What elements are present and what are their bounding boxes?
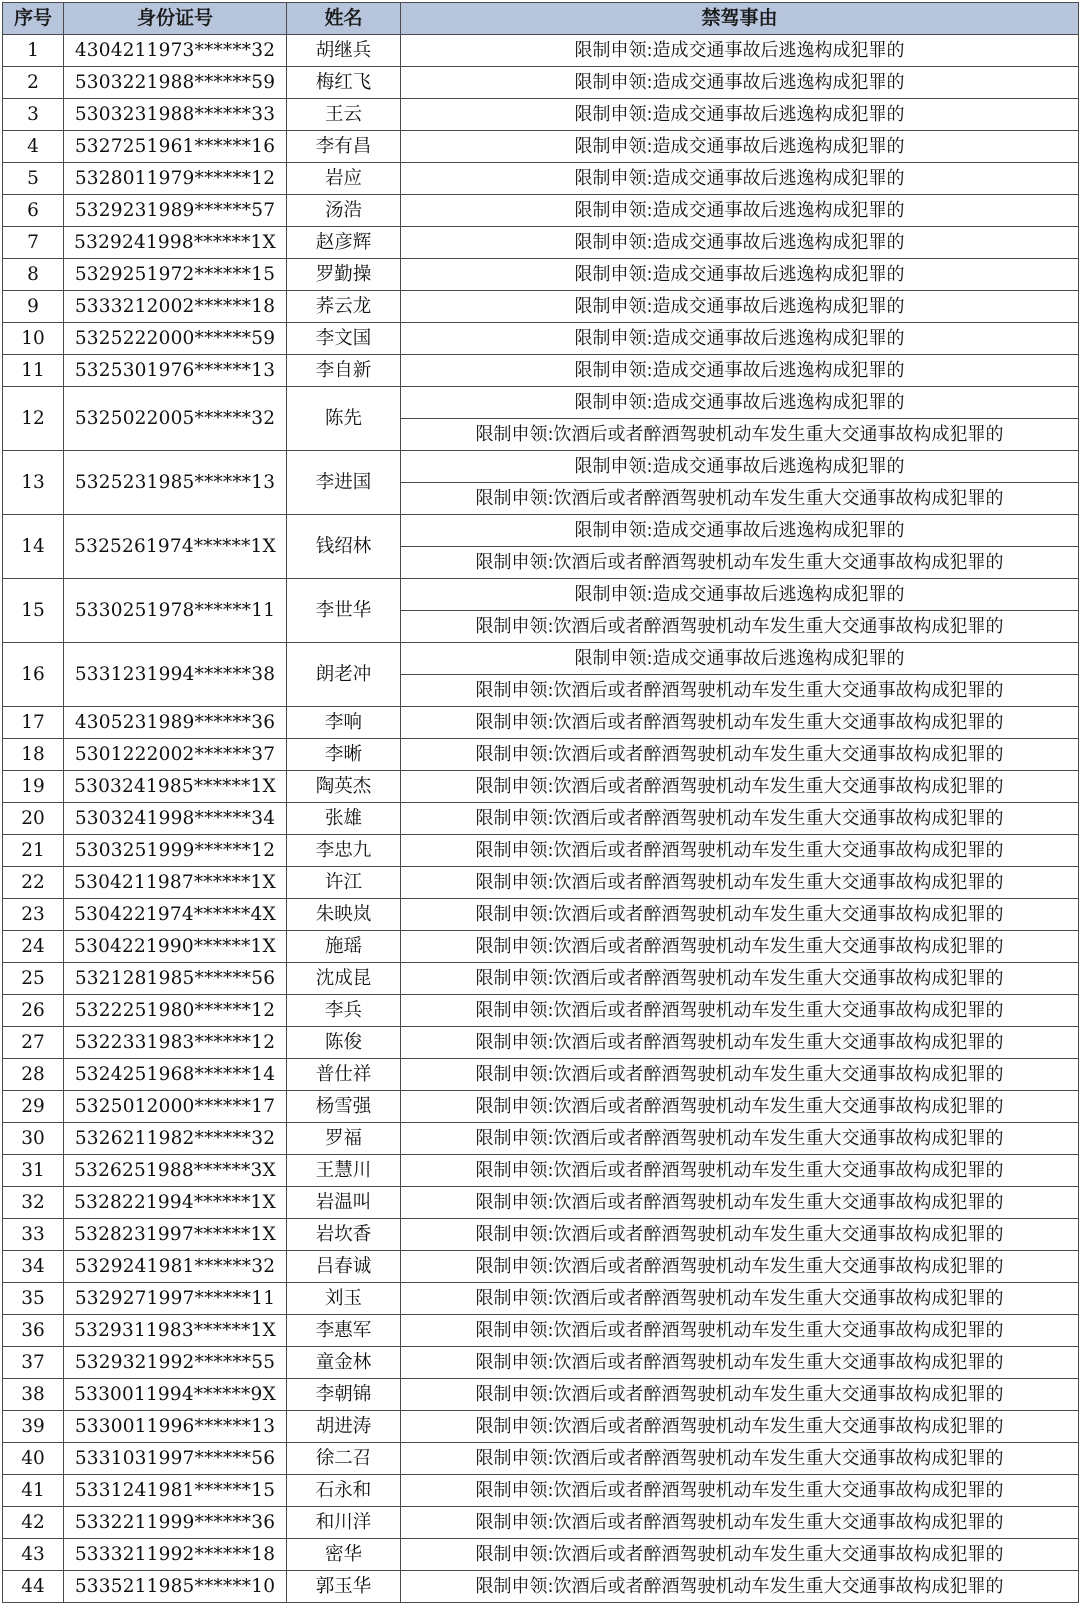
index-cell: 7 (3, 227, 64, 259)
reason-cell: 限制申领:饮酒后或者醉酒驾驶机动车发生重大交通事故构成犯罪的 (401, 1379, 1079, 1411)
reason-cell: 限制申领:造成交通事故后逃逸构成犯罪的 (401, 291, 1079, 323)
id-number-cell: 5329251972******15 (64, 259, 287, 291)
name-cell: 陶英杰 (287, 771, 401, 803)
id-number-cell: 5303221988******59 (64, 67, 287, 99)
index-cell: 19 (3, 771, 64, 803)
name-cell: 李进国 (287, 451, 401, 515)
table-row (3, 707, 1079, 739)
header-index: 序号 (3, 3, 64, 35)
name-cell: 罗勤操 (287, 259, 401, 291)
header-row (3, 3, 1079, 35)
reason-cell: 限制申领:造成交通事故后逃逸构成犯罪的 (401, 515, 1079, 547)
name-cell: 吕春诚 (287, 1251, 401, 1283)
index-cell: 2 (3, 67, 64, 99)
index-cell: 21 (3, 835, 64, 867)
table-row (3, 803, 1079, 835)
name-cell: 岩温叫 (287, 1187, 401, 1219)
index-cell: 29 (3, 1091, 64, 1123)
reason-cell: 限制申领:饮酒后或者醉酒驾驶机动车发生重大交通事故构成犯罪的 (401, 899, 1079, 931)
index-cell: 28 (3, 1059, 64, 1091)
index-cell: 24 (3, 931, 64, 963)
index-cell: 14 (3, 515, 64, 579)
reason-cell: 限制申领:饮酒后或者醉酒驾驶机动车发生重大交通事故构成犯罪的 (401, 1283, 1079, 1315)
table-row (3, 1539, 1079, 1571)
name-cell: 童金林 (287, 1347, 401, 1379)
name-cell: 李有昌 (287, 131, 401, 163)
name-cell: 李惠军 (287, 1315, 401, 1347)
name-cell: 陈俊 (287, 1027, 401, 1059)
header-reason: 禁驾事由 (401, 3, 1079, 35)
name-cell: 李忠九 (287, 835, 401, 867)
table-row (3, 1283, 1079, 1315)
reason-cell: 限制申领:饮酒后或者醉酒驾驶机动车发生重大交通事故构成犯罪的 (401, 547, 1079, 579)
reason-cell: 限制申领:饮酒后或者醉酒驾驶机动车发生重大交通事故构成犯罪的 (401, 1539, 1079, 1571)
header-name: 姓名 (287, 3, 401, 35)
id-number-cell: 5325222000******59 (64, 323, 287, 355)
name-cell: 赵彦辉 (287, 227, 401, 259)
reason-cell: 限制申领:造成交通事故后逃逸构成犯罪的 (401, 67, 1079, 99)
id-number-cell: 5303231988******33 (64, 99, 287, 131)
table-row (3, 355, 1079, 387)
name-cell: 胡进涛 (287, 1411, 401, 1443)
index-cell: 43 (3, 1539, 64, 1571)
reason-cell: 限制申领:饮酒后或者醉酒驾驶机动车发生重大交通事故构成犯罪的 (401, 1219, 1079, 1251)
name-cell: 王慧川 (287, 1155, 401, 1187)
id-number-cell: 5325231985******13 (64, 451, 287, 515)
table-row (3, 1155, 1079, 1187)
index-cell: 15 (3, 579, 64, 643)
name-cell: 荞云龙 (287, 291, 401, 323)
table-body (3, 35, 1079, 1603)
id-number-cell: 5329241981******32 (64, 1251, 287, 1283)
id-number-cell: 5327251961******16 (64, 131, 287, 163)
reason-cell: 限制申领:饮酒后或者醉酒驾驶机动车发生重大交通事故构成犯罪的 (401, 1507, 1079, 1539)
table-row (3, 1379, 1079, 1411)
name-cell: 沈成昆 (287, 963, 401, 995)
index-cell: 17 (3, 707, 64, 739)
table-row (3, 99, 1079, 131)
index-cell: 18 (3, 739, 64, 771)
reason-cell: 限制申领:饮酒后或者醉酒驾驶机动车发生重大交通事故构成犯罪的 (401, 771, 1079, 803)
name-cell: 李自新 (287, 355, 401, 387)
name-cell: 刘玉 (287, 1283, 401, 1315)
table-row (3, 771, 1079, 803)
table-row (3, 387, 1079, 419)
reason-cell: 限制申领:饮酒后或者醉酒驾驶机动车发生重大交通事故构成犯罪的 (401, 1475, 1079, 1507)
reason-cell: 限制申领:饮酒后或者醉酒驾驶机动车发生重大交通事故构成犯罪的 (401, 995, 1079, 1027)
id-number-cell: 5322251980******12 (64, 995, 287, 1027)
index-cell: 37 (3, 1347, 64, 1379)
id-number-cell: 5326211982******32 (64, 1123, 287, 1155)
table-row (3, 931, 1079, 963)
reason-cell: 限制申领:造成交通事故后逃逸构成犯罪的 (401, 643, 1079, 675)
reason-cell: 限制申领:饮酒后或者醉酒驾驶机动车发生重大交通事故构成犯罪的 (401, 1347, 1079, 1379)
id-number-cell: 5325012000******17 (64, 1091, 287, 1123)
reason-cell: 限制申领:造成交通事故后逃逸构成犯罪的 (401, 323, 1079, 355)
table-row (3, 1091, 1079, 1123)
name-cell: 李世华 (287, 579, 401, 643)
reason-cell: 限制申领:饮酒后或者醉酒驾驶机动车发生重大交通事故构成犯罪的 (401, 611, 1079, 643)
index-cell: 25 (3, 963, 64, 995)
name-cell: 杨雪强 (287, 1091, 401, 1123)
reason-cell: 限制申领:造成交通事故后逃逸构成犯罪的 (401, 131, 1079, 163)
index-cell: 6 (3, 195, 64, 227)
name-cell: 许江 (287, 867, 401, 899)
reason-cell: 限制申领:饮酒后或者醉酒驾驶机动车发生重大交通事故构成犯罪的 (401, 419, 1079, 451)
reason-cell: 限制申领:饮酒后或者醉酒驾驶机动车发生重大交通事故构成犯罪的 (401, 483, 1079, 515)
id-number-cell: 5331231994******38 (64, 643, 287, 707)
index-cell: 9 (3, 291, 64, 323)
id-number-cell: 5325022005******32 (64, 387, 287, 451)
table-row (3, 739, 1079, 771)
index-cell: 11 (3, 355, 64, 387)
id-number-cell: 5304221974******4X (64, 899, 287, 931)
name-cell: 朗老冲 (287, 643, 401, 707)
id-number-cell: 5335211985******10 (64, 1571, 287, 1603)
name-cell: 岩坎香 (287, 1219, 401, 1251)
table-row (3, 131, 1079, 163)
reason-cell: 限制申领:造成交通事故后逃逸构成犯罪的 (401, 451, 1079, 483)
index-cell: 34 (3, 1251, 64, 1283)
index-cell: 3 (3, 99, 64, 131)
id-number-cell: 5303251999******12 (64, 835, 287, 867)
index-cell: 32 (3, 1187, 64, 1219)
index-cell: 42 (3, 1507, 64, 1539)
driving-ban-list (2, 2, 1079, 1603)
name-cell: 岩应 (287, 163, 401, 195)
id-number-cell: 5328221994******1X (64, 1187, 287, 1219)
name-cell: 李响 (287, 707, 401, 739)
name-cell: 钱绍林 (287, 515, 401, 579)
index-cell: 26 (3, 995, 64, 1027)
id-number-cell: 5330011996******13 (64, 1411, 287, 1443)
reason-cell: 限制申领:造成交通事故后逃逸构成犯罪的 (401, 99, 1079, 131)
index-cell: 41 (3, 1475, 64, 1507)
table-row (3, 1123, 1079, 1155)
header-id-number: 身份证号 (64, 3, 287, 35)
id-number-cell: 5331241981******15 (64, 1475, 287, 1507)
index-cell: 38 (3, 1379, 64, 1411)
table-row (3, 995, 1079, 1027)
table-row (3, 515, 1079, 547)
name-cell: 张雄 (287, 803, 401, 835)
reason-cell: 限制申领:饮酒后或者醉酒驾驶机动车发生重大交通事故构成犯罪的 (401, 835, 1079, 867)
index-cell: 10 (3, 323, 64, 355)
id-number-cell: 5328011979******12 (64, 163, 287, 195)
name-cell: 汤浩 (287, 195, 401, 227)
reason-cell: 限制申领:饮酒后或者醉酒驾驶机动车发生重大交通事故构成犯罪的 (401, 1571, 1079, 1603)
name-cell: 李晰 (287, 739, 401, 771)
reason-cell: 限制申领:饮酒后或者醉酒驾驶机动车发生重大交通事故构成犯罪的 (401, 867, 1079, 899)
reason-cell: 限制申领:造成交通事故后逃逸构成犯罪的 (401, 259, 1079, 291)
table-row (3, 35, 1079, 67)
reason-cell: 限制申领:饮酒后或者醉酒驾驶机动车发生重大交通事故构成犯罪的 (401, 1155, 1079, 1187)
id-number-cell: 5301222002******37 (64, 739, 287, 771)
id-number-cell: 5303241985******1X (64, 771, 287, 803)
table-row (3, 1347, 1079, 1379)
name-cell: 罗福 (287, 1123, 401, 1155)
name-cell: 普仕祥 (287, 1059, 401, 1091)
id-number-cell: 5325261974******1X (64, 515, 287, 579)
name-cell: 李文国 (287, 323, 401, 355)
index-cell: 35 (3, 1283, 64, 1315)
index-cell: 12 (3, 387, 64, 451)
reason-cell: 限制申领:饮酒后或者醉酒驾驶机动车发生重大交通事故构成犯罪的 (401, 1091, 1079, 1123)
table-row (3, 67, 1079, 99)
name-cell: 李兵 (287, 995, 401, 1027)
table-row (3, 1315, 1079, 1347)
name-cell: 王云 (287, 99, 401, 131)
id-number-cell: 4305231989******36 (64, 707, 287, 739)
index-cell: 27 (3, 1027, 64, 1059)
index-cell: 30 (3, 1123, 64, 1155)
id-number-cell: 5331031997******56 (64, 1443, 287, 1475)
index-cell: 40 (3, 1443, 64, 1475)
index-cell: 33 (3, 1219, 64, 1251)
index-cell: 5 (3, 163, 64, 195)
reason-cell: 限制申领:饮酒后或者醉酒驾驶机动车发生重大交通事故构成犯罪的 (401, 1187, 1079, 1219)
name-cell: 郭玉华 (287, 1571, 401, 1603)
index-cell: 22 (3, 867, 64, 899)
name-cell: 梅红飞 (287, 67, 401, 99)
id-number-cell: 5324251968******14 (64, 1059, 287, 1091)
id-number-cell: 5303241998******34 (64, 803, 287, 835)
name-cell: 和川洋 (287, 1507, 401, 1539)
id-number-cell: 5330251978******11 (64, 579, 287, 643)
table-row (3, 451, 1079, 483)
id-number-cell: 5328231997******1X (64, 1219, 287, 1251)
index-cell: 39 (3, 1411, 64, 1443)
table-row (3, 867, 1079, 899)
table-row (3, 643, 1079, 675)
id-number-cell: 5326251988******3X (64, 1155, 287, 1187)
table-row (3, 835, 1079, 867)
table-row (3, 291, 1079, 323)
table-row (3, 963, 1079, 995)
reason-cell: 限制申领:饮酒后或者醉酒驾驶机动车发生重大交通事故构成犯罪的 (401, 707, 1079, 739)
table-row (3, 323, 1079, 355)
table-row (3, 1251, 1079, 1283)
table-row (3, 1027, 1079, 1059)
table-row (3, 259, 1079, 291)
reason-cell: 限制申领:造成交通事故后逃逸构成犯罪的 (401, 35, 1079, 67)
id-number-cell: 5329321992******55 (64, 1347, 287, 1379)
table-header (3, 3, 1079, 35)
name-cell: 胡继兵 (287, 35, 401, 67)
index-cell: 13 (3, 451, 64, 515)
index-cell: 1 (3, 35, 64, 67)
reason-cell: 限制申领:饮酒后或者醉酒驾驶机动车发生重大交通事故构成犯罪的 (401, 1443, 1079, 1475)
id-number-cell: 5330011994******9X (64, 1379, 287, 1411)
id-number-cell: 5322331983******12 (64, 1027, 287, 1059)
table-row (3, 1411, 1079, 1443)
id-number-cell: 5329271997******11 (64, 1283, 287, 1315)
driving-ban-table (2, 2, 1079, 1603)
name-cell: 陈先 (287, 387, 401, 451)
reason-cell: 限制申领:饮酒后或者醉酒驾驶机动车发生重大交通事故构成犯罪的 (401, 1123, 1079, 1155)
reason-cell: 限制申领:饮酒后或者醉酒驾驶机动车发生重大交通事故构成犯罪的 (401, 1027, 1079, 1059)
reason-cell: 限制申领:饮酒后或者醉酒驾驶机动车发生重大交通事故构成犯罪的 (401, 1251, 1079, 1283)
reason-cell: 限制申领:饮酒后或者醉酒驾驶机动车发生重大交通事故构成犯罪的 (401, 739, 1079, 771)
name-cell: 徐二召 (287, 1443, 401, 1475)
index-cell: 16 (3, 643, 64, 707)
reason-cell: 限制申领:饮酒后或者醉酒驾驶机动车发生重大交通事故构成犯罪的 (401, 931, 1079, 963)
id-number-cell: 5304221990******1X (64, 931, 287, 963)
table-row (3, 579, 1079, 611)
reason-cell: 限制申领:饮酒后或者醉酒驾驶机动车发生重大交通事故构成犯罪的 (401, 1411, 1079, 1443)
id-number-cell: 5329311983******1X (64, 1315, 287, 1347)
id-number-cell: 5333212002******18 (64, 291, 287, 323)
table-row (3, 227, 1079, 259)
table-row (3, 163, 1079, 195)
table-row (3, 899, 1079, 931)
index-cell: 23 (3, 899, 64, 931)
id-number-cell: 5325301976******13 (64, 355, 287, 387)
reason-cell: 限制申领:造成交通事故后逃逸构成犯罪的 (401, 355, 1079, 387)
table-row (3, 1443, 1079, 1475)
table-row (3, 1187, 1079, 1219)
table-row (3, 1507, 1079, 1539)
id-number-cell: 5329231989******57 (64, 195, 287, 227)
index-cell: 44 (3, 1571, 64, 1603)
name-cell: 朱映岚 (287, 899, 401, 931)
table-row (3, 1475, 1079, 1507)
reason-cell: 限制申领:饮酒后或者醉酒驾驶机动车发生重大交通事故构成犯罪的 (401, 803, 1079, 835)
reason-cell: 限制申领:饮酒后或者醉酒驾驶机动车发生重大交通事故构成犯罪的 (401, 675, 1079, 707)
reason-cell: 限制申领:造成交通事故后逃逸构成犯罪的 (401, 579, 1079, 611)
id-number-cell: 5321281985******56 (64, 963, 287, 995)
reason-cell: 限制申领:造成交通事故后逃逸构成犯罪的 (401, 227, 1079, 259)
id-number-cell: 5332211999******36 (64, 1507, 287, 1539)
index-cell: 4 (3, 131, 64, 163)
index-cell: 8 (3, 259, 64, 291)
table-row (3, 195, 1079, 227)
index-cell: 31 (3, 1155, 64, 1187)
id-number-cell: 5329241998******1X (64, 227, 287, 259)
id-number-cell: 4304211973******32 (64, 35, 287, 67)
table-row (3, 1571, 1079, 1603)
reason-cell: 限制申领:造成交通事故后逃逸构成犯罪的 (401, 387, 1079, 419)
reason-cell: 限制申领:饮酒后或者醉酒驾驶机动车发生重大交通事故构成犯罪的 (401, 1059, 1079, 1091)
index-cell: 36 (3, 1315, 64, 1347)
name-cell: 石永和 (287, 1475, 401, 1507)
id-number-cell: 5304211987******1X (64, 867, 287, 899)
index-cell: 20 (3, 803, 64, 835)
reason-cell: 限制申领:饮酒后或者醉酒驾驶机动车发生重大交通事故构成犯罪的 (401, 1315, 1079, 1347)
id-number-cell: 5333211992******18 (64, 1539, 287, 1571)
reason-cell: 限制申领:造成交通事故后逃逸构成犯罪的 (401, 163, 1079, 195)
table-row (3, 1219, 1079, 1251)
name-cell: 密华 (287, 1539, 401, 1571)
reason-cell: 限制申领:造成交通事故后逃逸构成犯罪的 (401, 195, 1079, 227)
table-row (3, 1059, 1079, 1091)
name-cell: 施瑶 (287, 931, 401, 963)
name-cell: 李朝锦 (287, 1379, 401, 1411)
reason-cell: 限制申领:饮酒后或者醉酒驾驶机动车发生重大交通事故构成犯罪的 (401, 963, 1079, 995)
